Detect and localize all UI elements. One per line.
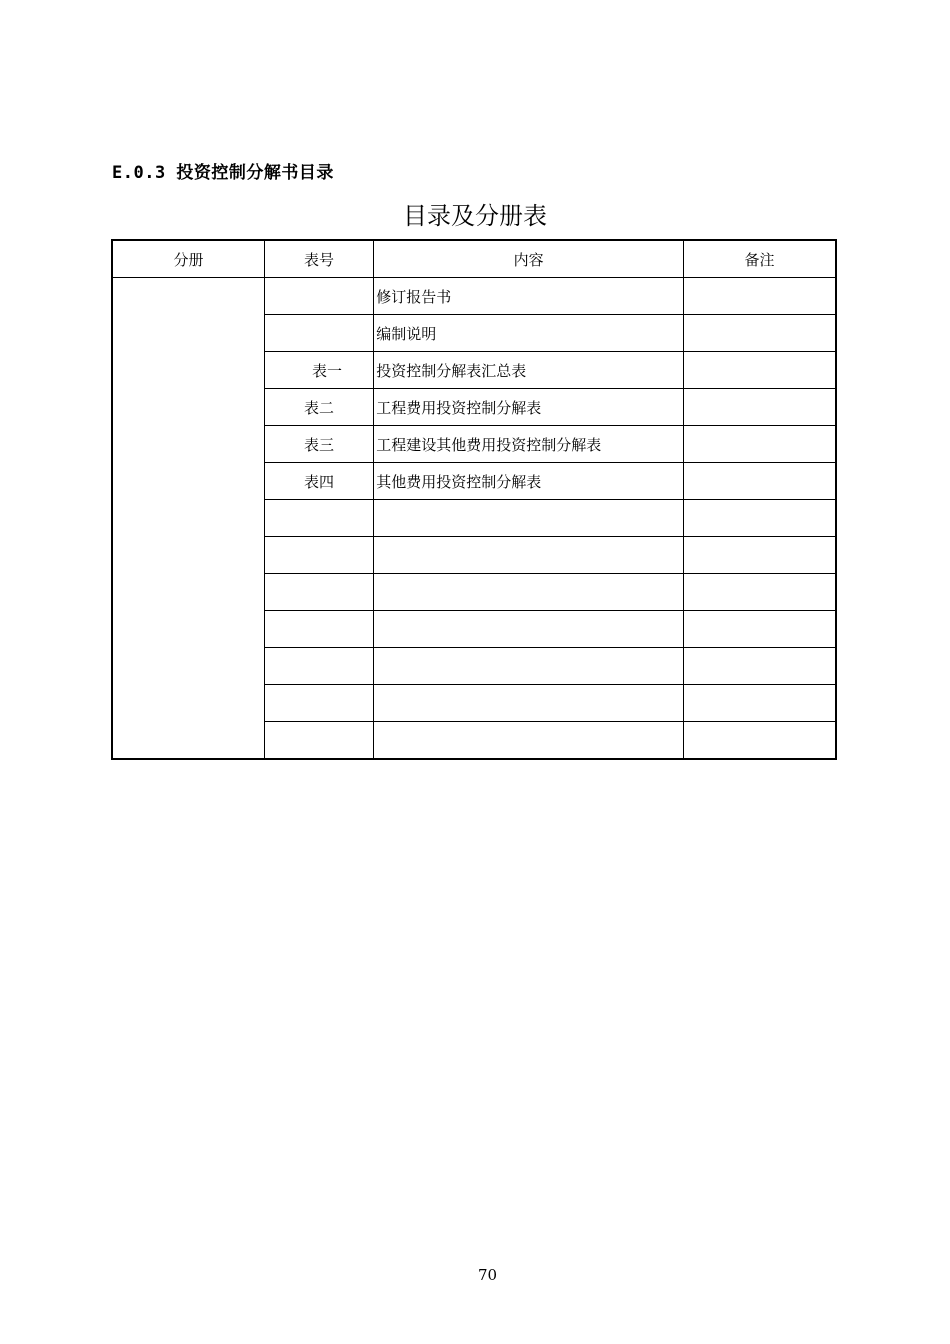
content-cell: 其他费用投资控制分解表: [374, 463, 684, 500]
toc-table: [111, 239, 837, 760]
table-number-cell: [264, 315, 373, 352]
header-table-number: 表号: [264, 240, 373, 278]
table-number-cell: [264, 685, 373, 722]
header-content: 内容: [374, 240, 684, 278]
remark-cell: [684, 574, 836, 611]
table-number-cell: 表三: [264, 426, 373, 463]
table-number-cell: [264, 500, 373, 537]
remark-cell: [684, 685, 836, 722]
content-cell: [374, 722, 684, 760]
remark-cell: [684, 352, 836, 389]
content-cell: 工程建设其他费用投资控制分解表: [374, 426, 684, 463]
remark-cell: [684, 722, 836, 760]
table-number-cell: [264, 278, 373, 315]
content-cell: 工程费用投资控制分解表: [374, 389, 684, 426]
content-cell: 修订报告书: [374, 278, 684, 315]
content-cell: [374, 537, 684, 574]
remark-cell: [684, 463, 836, 500]
volume-cell: [112, 278, 264, 760]
table-number-cell: [264, 722, 373, 760]
content-cell: [374, 611, 684, 648]
header-volume: 分册: [112, 240, 264, 278]
table-number-cell: [264, 611, 373, 648]
content-cell: 投资控制分解表汇总表: [374, 352, 684, 389]
content-cell: 编制说明: [374, 315, 684, 352]
table-number-cell: 表二: [264, 389, 373, 426]
page-number: 70: [477, 1266, 498, 1284]
remark-cell: [684, 500, 836, 537]
remark-cell: [684, 315, 836, 352]
remark-cell: [684, 648, 836, 685]
table-number-cell: [264, 648, 373, 685]
content-cell: [374, 574, 684, 611]
table-number-cell: [264, 574, 373, 611]
table-row: [112, 278, 836, 315]
remark-cell: [684, 389, 836, 426]
content-cell: [374, 648, 684, 685]
remark-cell: [684, 537, 836, 574]
content-cell: [374, 500, 684, 537]
table-number-cell: 表四: [264, 463, 373, 500]
table-title: 目录及分册表: [403, 202, 547, 230]
remark-cell: [684, 426, 836, 463]
table-header-row: [112, 240, 836, 278]
content-cell: [374, 685, 684, 722]
remark-cell: [684, 611, 836, 648]
table-number-cell: 表一: [264, 352, 373, 389]
header-remark: 备注: [684, 240, 836, 278]
section-heading: E.0.3 投资控制分解书目录: [112, 163, 334, 183]
remark-cell: [684, 278, 836, 315]
table-number-cell: [264, 537, 373, 574]
